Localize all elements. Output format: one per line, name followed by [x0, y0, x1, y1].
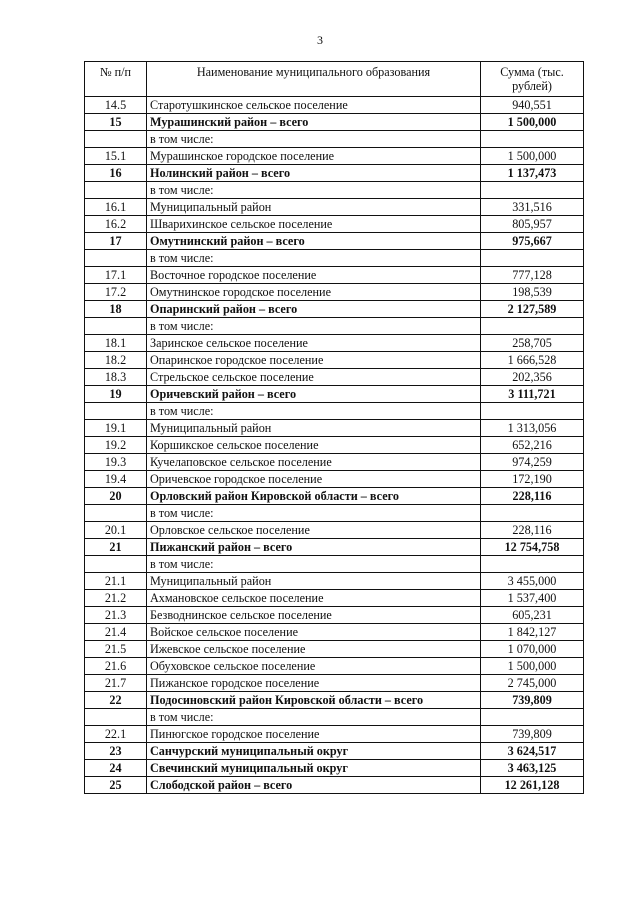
row-name: Безводнинское сельское поселение [147, 607, 481, 624]
table-row [85, 573, 584, 590]
table-row [85, 709, 584, 726]
row-sum: 12 754,758 [481, 539, 584, 556]
table-row [85, 777, 584, 794]
table-row [85, 114, 584, 131]
table-row [85, 539, 584, 556]
row-number [85, 131, 147, 148]
row-sum: 202,356 [481, 369, 584, 386]
row-sum: 777,128 [481, 267, 584, 284]
row-number [85, 403, 147, 420]
table-row [85, 250, 584, 267]
row-name: Коршикское сельское поселение [147, 437, 481, 454]
row-sum: 1 666,528 [481, 352, 584, 369]
row-sum [481, 250, 584, 267]
row-number: 21 [85, 539, 147, 556]
row-sum: 3 455,000 [481, 573, 584, 590]
table-row [85, 352, 584, 369]
row-name: Ижевское сельское поселение [147, 641, 481, 658]
row-sum: 2 127,589 [481, 301, 584, 318]
row-name: Мурашинское городское поселение [147, 148, 481, 165]
row-sum: 198,539 [481, 284, 584, 301]
row-sum: 3 463,125 [481, 760, 584, 777]
row-sum: 3 624,517 [481, 743, 584, 760]
row-sum: 805,957 [481, 216, 584, 233]
row-sum [481, 556, 584, 573]
row-name: Войское сельское поселение [147, 624, 481, 641]
row-sum: 974,259 [481, 454, 584, 471]
row-sum [481, 318, 584, 335]
row-number: 14.5 [85, 97, 147, 114]
table-row [85, 301, 584, 318]
row-name: Омутнинский район – всего [147, 233, 481, 250]
table-row [85, 590, 584, 607]
table-header-row [85, 62, 584, 97]
row-name: Опаринский район – всего [147, 301, 481, 318]
row-name: в том числе: [147, 182, 481, 199]
row-number: 16.2 [85, 216, 147, 233]
row-number: 17.2 [85, 284, 147, 301]
row-sum: 652,216 [481, 437, 584, 454]
row-number: 15.1 [85, 148, 147, 165]
row-sum: 1 070,000 [481, 641, 584, 658]
row-name: Муниципальный район [147, 573, 481, 590]
row-number: 19.2 [85, 437, 147, 454]
row-name: в том числе: [147, 131, 481, 148]
row-number [85, 318, 147, 335]
row-number: 19.4 [85, 471, 147, 488]
table-row [85, 233, 584, 250]
header-number: № п/п [85, 62, 147, 97]
row-number: 18 [85, 301, 147, 318]
table-row [85, 284, 584, 301]
row-sum: 940,551 [481, 97, 584, 114]
row-number: 20 [85, 488, 147, 505]
row-number: 21.5 [85, 641, 147, 658]
table-row [85, 267, 584, 284]
row-name: Ахмановское сельское поселение [147, 590, 481, 607]
row-number: 21.6 [85, 658, 147, 675]
row-sum [481, 403, 584, 420]
row-number: 17.1 [85, 267, 147, 284]
row-number: 15 [85, 114, 147, 131]
row-number [85, 250, 147, 267]
row-number: 16 [85, 165, 147, 182]
row-sum: 331,516 [481, 199, 584, 216]
row-name: Муниципальный район [147, 199, 481, 216]
row-name: в том числе: [147, 709, 481, 726]
row-number: 23 [85, 743, 147, 760]
table-row [85, 488, 584, 505]
row-number: 18.1 [85, 335, 147, 352]
row-sum [481, 131, 584, 148]
table-row [85, 760, 584, 777]
row-sum: 228,116 [481, 488, 584, 505]
row-number: 25 [85, 777, 147, 794]
row-sum [481, 182, 584, 199]
row-name: Пижанский район – всего [147, 539, 481, 556]
row-number: 16.1 [85, 199, 147, 216]
table-row [85, 556, 584, 573]
table-row [85, 216, 584, 233]
row-number: 17 [85, 233, 147, 250]
allocation-table [84, 61, 584, 794]
row-name: Пинюгское городское поселение [147, 726, 481, 743]
table-row [85, 420, 584, 437]
row-sum: 1 500,000 [481, 114, 584, 131]
row-name: Слободской район – всего [147, 777, 481, 794]
table-row [85, 318, 584, 335]
row-name: Орловское сельское поселение [147, 522, 481, 539]
table-row [85, 403, 584, 420]
row-name: Подосиновский район Кировской области – всего [147, 692, 481, 709]
row-sum [481, 505, 584, 522]
row-name: Свечинский муниципальный округ [147, 760, 481, 777]
table-row [85, 522, 584, 539]
row-sum: 739,809 [481, 726, 584, 743]
row-name: Омутнинское городское поселение [147, 284, 481, 301]
row-name: Стрельское сельское поселение [147, 369, 481, 386]
row-number: 21.1 [85, 573, 147, 590]
row-number: 21.3 [85, 607, 147, 624]
row-sum: 1 313,056 [481, 420, 584, 437]
table-row [85, 131, 584, 148]
row-sum: 258,705 [481, 335, 584, 352]
table-body [85, 97, 584, 794]
table-row [85, 165, 584, 182]
table-row [85, 624, 584, 641]
table-row [85, 369, 584, 386]
row-name: в том числе: [147, 403, 481, 420]
row-name: Заринское сельское поселение [147, 335, 481, 352]
row-name: Санчурский муниципальный округ [147, 743, 481, 760]
table-row [85, 335, 584, 352]
row-name: Восточное городское поселение [147, 267, 481, 284]
row-name: Нолинский район – всего [147, 165, 481, 182]
row-name: Обуховское сельское поселение [147, 658, 481, 675]
table-row [85, 743, 584, 760]
row-name: Кучелаповское сельское поселение [147, 454, 481, 471]
table-row [85, 692, 584, 709]
row-name: Орловский район Кировской области – всего [147, 488, 481, 505]
row-sum: 1 137,473 [481, 165, 584, 182]
row-name: Шварихинское сельское поселение [147, 216, 481, 233]
row-sum: 2 745,000 [481, 675, 584, 692]
row-name: Опаринское городское поселение [147, 352, 481, 369]
table-row [85, 607, 584, 624]
row-number: 19.3 [85, 454, 147, 471]
table-row [85, 658, 584, 675]
row-name: в том числе: [147, 250, 481, 267]
table-row [85, 726, 584, 743]
table-row [85, 437, 584, 454]
row-sum: 739,809 [481, 692, 584, 709]
table-row [85, 505, 584, 522]
row-sum: 172,190 [481, 471, 584, 488]
row-number: 22 [85, 692, 147, 709]
row-number: 21.4 [85, 624, 147, 641]
table-row [85, 471, 584, 488]
table-row [85, 97, 584, 114]
row-number: 18.2 [85, 352, 147, 369]
row-number [85, 182, 147, 199]
header-name: Наименование муниципального образования [147, 62, 481, 97]
row-number: 21.7 [85, 675, 147, 692]
row-sum: 228,116 [481, 522, 584, 539]
row-sum: 12 261,128 [481, 777, 584, 794]
row-number [85, 505, 147, 522]
row-sum: 1 537,400 [481, 590, 584, 607]
page-number: 3 [317, 33, 323, 47]
row-number [85, 709, 147, 726]
table-row [85, 454, 584, 471]
row-name: Оричевский район – всего [147, 386, 481, 403]
table-row [85, 199, 584, 216]
row-number: 22.1 [85, 726, 147, 743]
row-name: в том числе: [147, 556, 481, 573]
row-number: 24 [85, 760, 147, 777]
table-row [85, 386, 584, 403]
row-name: Муниципальный район [147, 420, 481, 437]
row-name: Мурашинский район – всего [147, 114, 481, 131]
row-number [85, 556, 147, 573]
row-name: Пижанское городское поселение [147, 675, 481, 692]
row-name: в том числе: [147, 318, 481, 335]
table-row [85, 641, 584, 658]
row-sum: 3 111,721 [481, 386, 584, 403]
table-row [85, 148, 584, 165]
row-sum: 1 500,000 [481, 148, 584, 165]
row-sum: 605,231 [481, 607, 584, 624]
row-number: 19 [85, 386, 147, 403]
table-row [85, 182, 584, 199]
row-number: 21.2 [85, 590, 147, 607]
row-sum: 975,667 [481, 233, 584, 250]
header-sum: Сумма (тыс. рублей) [481, 62, 584, 97]
row-name: в том числе: [147, 505, 481, 522]
row-name: Оричевское городское поселение [147, 471, 481, 488]
row-name: Старотушкинское сельское поселение [147, 97, 481, 114]
row-number: 19.1 [85, 420, 147, 437]
row-sum: 1 842,127 [481, 624, 584, 641]
table-row [85, 675, 584, 692]
row-number: 20.1 [85, 522, 147, 539]
row-sum [481, 709, 584, 726]
row-number: 18.3 [85, 369, 147, 386]
row-sum: 1 500,000 [481, 658, 584, 675]
